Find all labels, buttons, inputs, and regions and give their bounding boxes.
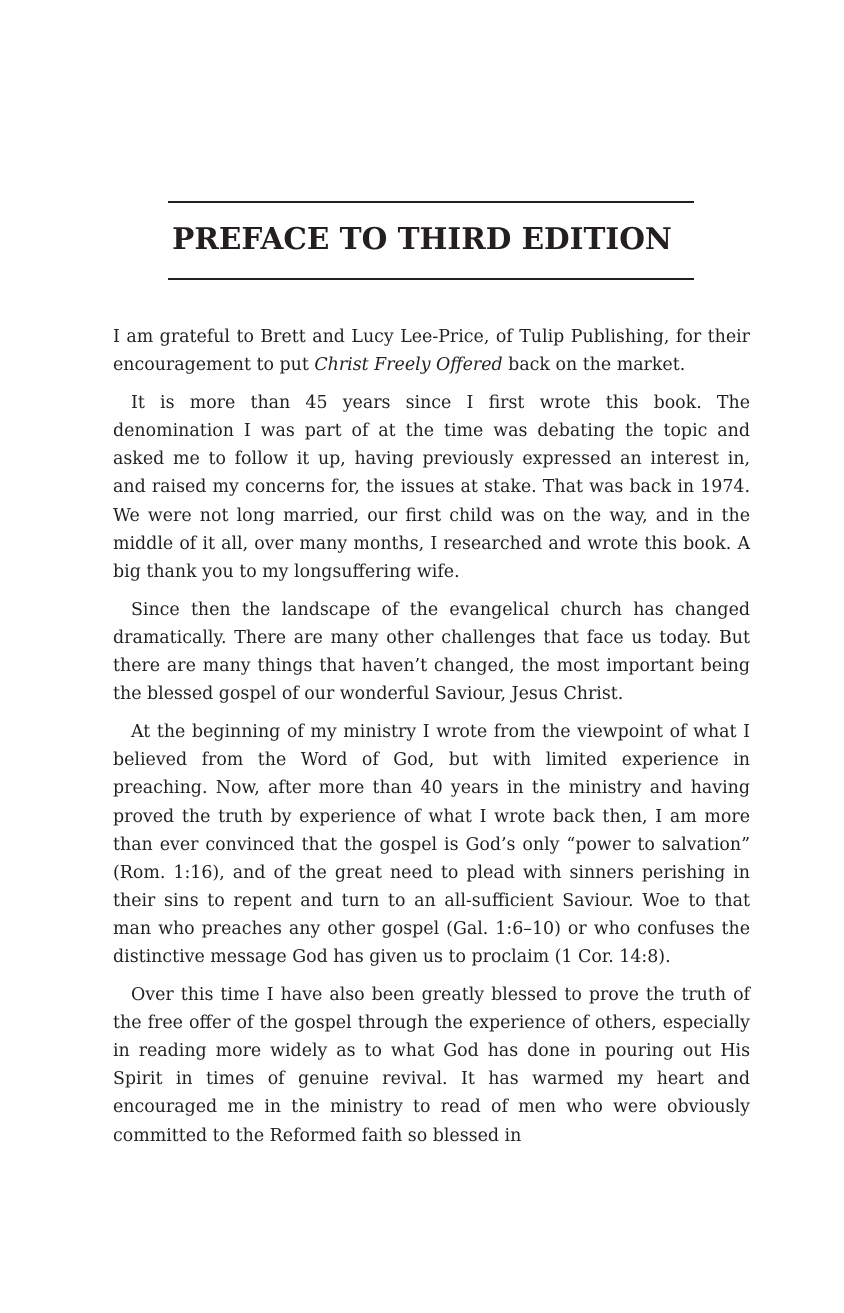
paragraph-5: Over this time I have also been greatly blessed to prove the truth of the free offer of the gospel through the experience of others, especially in reading more widely as to what God has done in pouring out His Spirit in times of genuine revival. It has warmed my heart and encouraged me in the ministry to read of men who were obviously committed to the Reformed faith so blessed in	[113, 985, 750, 1146]
bottom-rule	[168, 278, 694, 280]
body-text	[113, 323, 750, 1150]
top-rule	[168, 201, 694, 203]
paragraph-2: It is more than 45 years since I first wrote this book. The denomination I was part of at the time was debating the topic and asked me to follow it up, having previously expressed an interest in, and raised my concerns for, the issues at stake. That was back in 1974. We were not long married, our first child was on the way, and in the middle of it all, over many months, I researched and wrote this book. A big thank you to my longsuffering wife.	[113, 393, 750, 582]
paragraph-1-text-after: back on the market.	[502, 355, 686, 376]
paragraph-3: Since then the landscape of the evangelical church has changed dramatically. There are many other challenges that face us today. But there are many things that haven’t changed, the most important being the blessed gospel of our wonderful Saviour, Jesus Christ.	[113, 599, 750, 705]
paragraph-1-text-before: I am grateful to Brett and Lucy Lee-Price, of Tulip Publishing, for their encouragement to put	[113, 327, 750, 376]
book-title-emphasis: Christ Freely Offered	[314, 355, 503, 376]
paragraph-4: At the beginning of my ministry I wrote from the viewpoint of what I believed from the Word of God, but with limited experience in preaching. Now, after more than 40 years in the ministry and having proved the truth by experience of what I wrote back then, I am more than ever convinced that the gospel is God’s only “power to salvation” (Rom. 1:16), and of the great need to plead with sinners perishing in their sins to repent and turn to an all-sufficient Saviour. Woe to that man who preaches any other gospel (Gal. 1:6–10) or who confuses the distinctive message God has given us to proclaim (1 Cor. 14:8).	[113, 722, 750, 967]
paragraph-1	[113, 323, 750, 379]
page-title: PREFACE TO THIRD EDITION	[172, 221, 672, 256]
